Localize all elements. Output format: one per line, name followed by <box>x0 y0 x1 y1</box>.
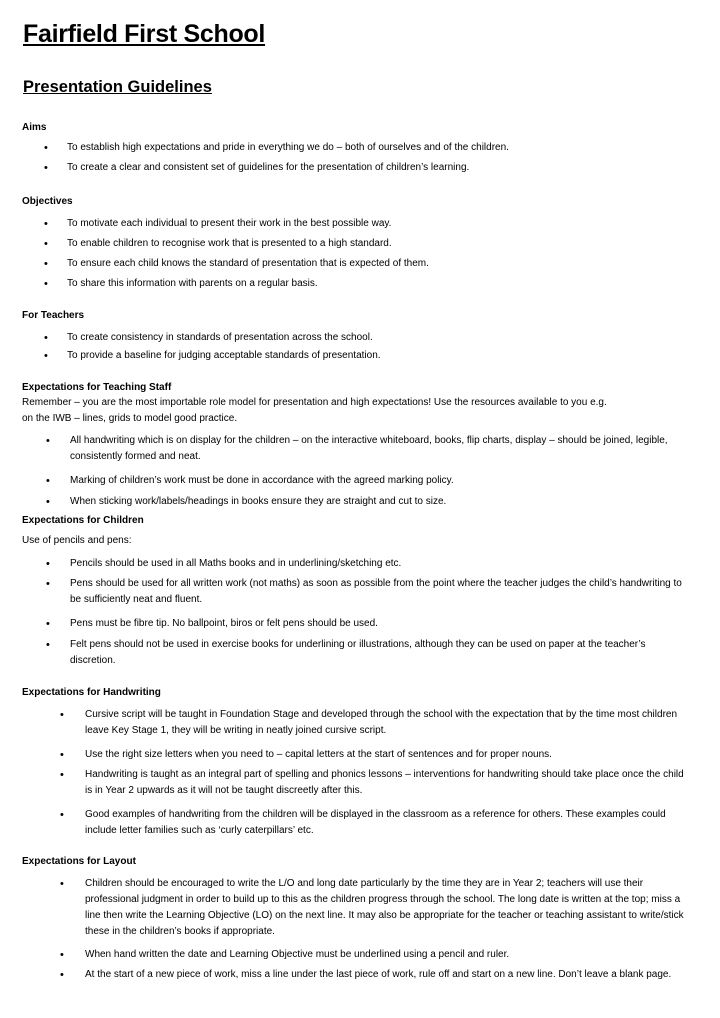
bullet-icon: • <box>60 709 64 721</box>
bullet-icon: • <box>44 332 48 344</box>
for-teachers-item: • To provide a baseline for judging acceptable standards of presentation. <box>44 350 381 362</box>
bullet-icon: • <box>46 558 50 570</box>
teaching-staff-item: • When sticking work/labels/headings in books ensure they are straight and cut to size. <box>46 496 447 508</box>
aims-heading: Aims <box>22 122 47 133</box>
objectives-item: • To enable children to recognise work that is presented to a high standard. <box>44 238 392 250</box>
bullet-icon: • <box>60 969 64 981</box>
children-item: • Pens should be used for all written work (not maths) as soon as possible from the point where the teacher judges the child’s handwriting to be sufficiently neat and fluent. <box>46 578 682 605</box>
handwriting-item: • Cursive script will be taught in Foundation Stage and developed through the school with the expectation that by the time most children leave Key Stage 1, they will be writing in neatly joined cursive script. <box>60 709 678 736</box>
layout-item: • When hand written the date and Learning Objective must be underlined using a pencil and ruler. <box>60 949 510 961</box>
for-teachers-heading: For Teachers <box>22 310 85 321</box>
bullet-icon: • <box>44 258 48 270</box>
bullet-icon: • <box>46 618 50 630</box>
teaching-staff-heading: Expectations for Teaching Staff <box>22 382 172 393</box>
bullet-icon: • <box>46 475 50 487</box>
document-title: Presentation Guidelines <box>23 78 212 96</box>
objectives-item: • To share this information with parents on a regular basis. <box>44 278 318 290</box>
objectives-item: • To motivate each individual to present their work in the best possible way. <box>44 218 392 230</box>
school-title: Fairfield First School <box>23 20 266 48</box>
handwriting-heading: Expectations for Handwriting <box>22 687 161 698</box>
bullet-icon: • <box>46 578 50 590</box>
objectives-item: • To ensure each child knows the standard of presentation that is expected of them. <box>44 258 429 270</box>
layout-item: • At the start of a new piece of work, miss a line under the last piece of work, rule off and start on a new line. Don’t leave a blank page. <box>60 969 672 981</box>
teaching-staff-item: • All handwriting which is on display for the children – on the interactive whiteboard, books, flip charts, display – should be joined, legible, consistently formed and neat. <box>46 435 668 462</box>
children-item: • Felt pens should not be used in exercise books for underlining or illustrations, although they can be used on paper at the teacher’s discretion. <box>46 639 646 666</box>
children-intro: Use of pencils and pens: <box>22 535 132 546</box>
layout-item: • Children should be encouraged to write the L/O and long date particularly by the time they are in Year 2; teachers will use their professional judgment in order to build up to this as the children progress through the school. The long date is written at the top; miss a line then write the Learning Objective (LO) on the next line. It may also be appropriate for the teacher or teaching assistant to write/stick these in the children’s books if appropriate. <box>60 878 684 937</box>
handwriting-item: • Use the right size letters when you need to – capital letters at the start of sentences and for proper nouns. <box>60 749 552 761</box>
bullet-icon: • <box>60 878 64 890</box>
bullet-icon: • <box>44 350 48 362</box>
children-item: • Pens must be fibre tip. No ballpoint, biros or felt pens should be used. <box>46 618 378 630</box>
bullet-icon: • <box>44 162 48 174</box>
teaching-staff-intro-continued: on the IWB – lines, grids to model good practice. <box>22 413 238 424</box>
children-heading: Expectations for Children <box>22 515 144 526</box>
bullet-icon: • <box>46 435 50 447</box>
handwriting-item: • Good examples of handwriting from the children will be displayed in the classroom as a reference for others. These examples could include letter families such as ‘curly caterpillars’ etc. <box>60 809 666 836</box>
layout-heading: Expectations for Layout <box>22 856 136 867</box>
teaching-staff-intro: Remember – you are the most importable role model for presentation and high expectations! Use the resources available to you e.g. <box>22 397 607 408</box>
aims-item: • To create a clear and consistent set of guidelines for the presentation of children’s learning. <box>44 162 470 174</box>
bullet-icon: • <box>44 142 48 154</box>
bullet-icon: • <box>46 639 50 651</box>
bullet-icon: • <box>60 949 64 961</box>
bullet-icon: • <box>60 769 64 781</box>
bullet-icon: • <box>44 218 48 230</box>
teaching-staff-item: • Marking of children’s work must be done in accordance with the agreed marking policy. <box>46 475 454 487</box>
bullet-icon: • <box>60 809 64 821</box>
bullet-icon: • <box>60 749 64 761</box>
bullet-icon: • <box>44 238 48 250</box>
children-item: • Pencils should be used in all Maths books and in underlining/sketching etc. <box>46 558 402 570</box>
objectives-heading: Objectives <box>22 196 73 207</box>
bullet-icon: • <box>46 496 50 508</box>
bullet-icon: • <box>44 278 48 290</box>
aims-item: • To establish high expectations and pride in everything we do – both of ourselves and of the children. <box>44 142 509 154</box>
for-teachers-item: • To create consistency in standards of presentation across the school. <box>44 332 373 344</box>
handwriting-item: • Handwriting is taught as an integral part of spelling and phonics lessons – interventions for handwriting should take place once the child is in Year 2 upwards as it will not be taught discreetly after this. <box>60 769 684 796</box>
